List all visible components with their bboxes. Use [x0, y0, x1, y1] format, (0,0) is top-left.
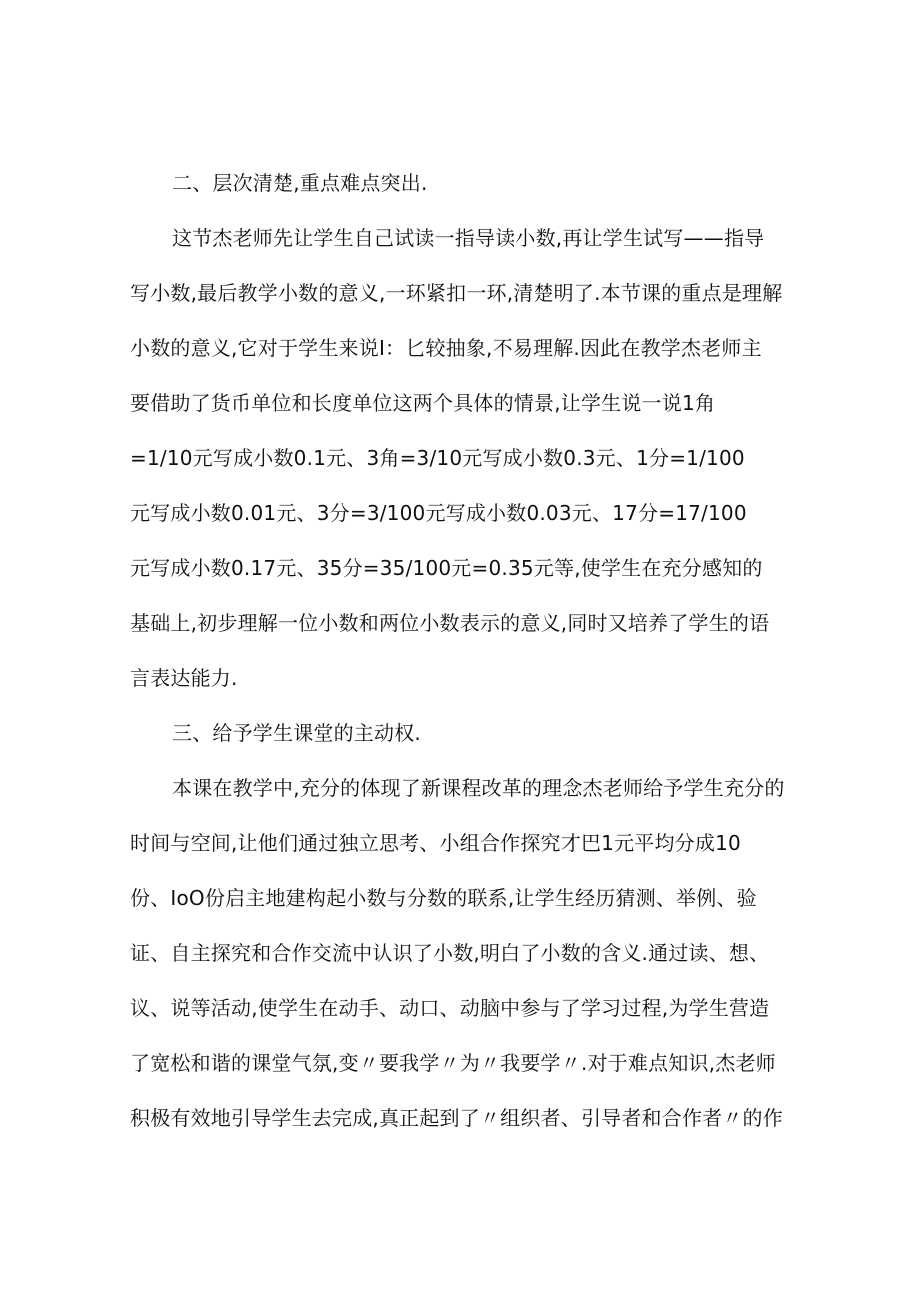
paragraph-one [130, 217, 790, 712]
paragraph-two-line-1: 本课在教学中,充分的体现了新课程改革的理念杰老师给予学生充分的 [172, 776, 785, 800]
paragraph-one-line-5: =1/10元写成小数0.1元、3角=3/10元写成小数0.3元、1分=1/100 [130, 446, 745, 470]
paragraph-two [130, 767, 790, 1152]
paragraph-one-line-4: 要借助了货币单位和长度单位这两个具体的情景,让学生说一说1角 [130, 391, 716, 415]
paragraph-two-line-2: 时间与空间,让他们通过独立思考、小组合作探究才巴1元平均分成10 [130, 831, 741, 855]
paragraph-one-line-7: 元写成小数0.17元、35分=35/100元=0.35元等,使学生在充分感知的 [130, 556, 763, 580]
paragraph-two-line-4: 证、自主探究和合作交流中认识了小数,明白了小数的含义.通过读、想、 [130, 941, 770, 965]
paragraph-one-line-6: 元写成小数0.01元、3分=3/100元写成小数0.03元、17分=17/100 [130, 501, 747, 525]
paragraph-two-line-3: 份、IoO份启主地建构起小数与分数的联系,让学生经历猜测、举例、验 [130, 886, 757, 910]
paragraph-one-line-1: 这节杰老师先让学生自己试读一指导读小数,再让学生试写——指导 [172, 226, 765, 250]
paragraph-one-line-8: 基础上,初步理解一位小数和两位小数表示的意义,同时又培养了学生的语 [130, 611, 770, 635]
paragraph-two-line-5: 议、说等活动,使学生在动手、动口、动脑中参与了学习过程,为学生营造 [130, 996, 770, 1020]
paragraph-one-line-9: 言表达能力. [130, 666, 238, 690]
document-body [130, 162, 790, 1152]
section-three-heading: 三、给予学生课堂的主动权. [172, 721, 421, 745]
paragraph-two-line-7: 积极有效地引导学生去完成,真正起到了〃组织者、引导者和合作者〃的作 [130, 1106, 783, 1130]
paragraph-one-line-3: 小数的意义,它对于学生来说I：匕较抽象,不易理解.因此在教学杰老师主 [130, 336, 762, 360]
paragraph-one-line-2: 写小数,最后教学小数的意义,一环紧扣一环,清楚明了.本节课的重点是理解 [130, 281, 783, 305]
section-two-heading: 二、层次清楚,重点难点突出. [172, 171, 428, 195]
paragraph-two-line-6: 了宽松和谐的课堂气氛,变〃要我学〃为〃我要学〃.对于难点知识,杰老师 [130, 1051, 776, 1075]
